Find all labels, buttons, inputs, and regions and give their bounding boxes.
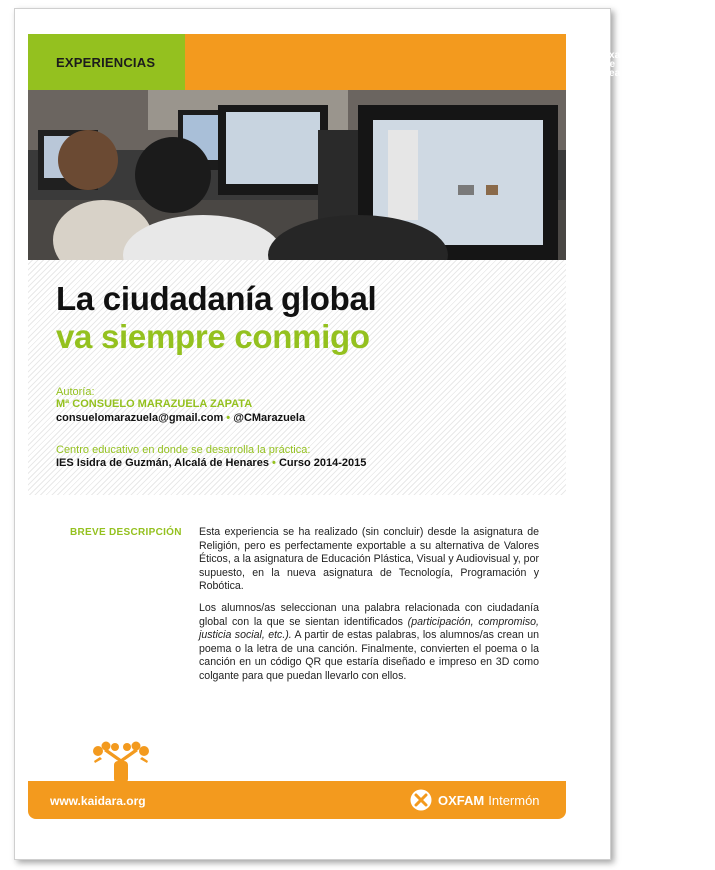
logo-word: xarxa (594, 50, 621, 61)
author-twitter[interactable]: @CMarazuela (233, 412, 306, 424)
course: Curso 2014-2015 (278, 457, 367, 469)
center-info (56, 457, 366, 469)
header-orange-block (185, 34, 685, 90)
logo-tagline-line: educadoras e educadores (625, 64, 682, 70)
author-contact (56, 412, 305, 424)
author-email[interactable]: consuelomarazuela@gmail.com (56, 412, 224, 424)
header-bar (28, 34, 685, 90)
description-italic: (participación, compromiso, justicia social, etc.). (199, 615, 539, 642)
kaidara-baobab-icon (90, 741, 152, 783)
logo-tagline-line: hezitzaileak herritar (625, 75, 668, 81)
description-text: Los alumnos/as seleccionan una palabra relacionada con ciudadanía global con la que se sientan identificados (199, 601, 539, 628)
center-label: Centro educativo en donde se desarrolla la práctica: (56, 444, 311, 456)
description-body (199, 526, 539, 692)
bullet-separator: • (226, 412, 231, 424)
center-name: IES Isidra de Guzmán, Alcalá de Henares (56, 457, 269, 469)
oxfam-intermon-logo (410, 789, 540, 811)
title-line-2: va siempre conmigo (56, 318, 370, 355)
section-label: EXPERIENCIAS (56, 55, 156, 70)
oxfam-icon (410, 789, 432, 811)
title-line-1: La ciudadanía global (56, 280, 377, 317)
bullet-separator: • (272, 457, 276, 469)
logo-tagline-line: globalerantz (625, 81, 653, 87)
footer-url-link[interactable]: www.kaidara.org (50, 794, 146, 808)
logo-tagline-line: educadoras y educadores (625, 42, 682, 47)
oxfam-wordmark: OXFAM (438, 792, 485, 808)
logo-tagline-line: para una ciudadanía global (625, 47, 685, 53)
header-green-block (28, 34, 185, 90)
description-paragraph-1: Esta experiencia se ha realizado (sin concluir) desde la asignatura de Religión, pero es perfectamente exportable a su alternativa de Valores Éticos, a la asignatura de Educación Plástica, Visual y Audiovisual y, por supuesto, en la nueva asignatura de Tecnología, Programación y Robótica. (199, 526, 539, 593)
author-label: Autoría: (56, 386, 95, 398)
logo-word: sarea (594, 68, 621, 79)
logo-tagline-line: per a una ciutadania global (625, 58, 685, 64)
logo-tagline-line: educadores i educadores (625, 53, 681, 59)
description-text: A partir de estas palabras, los alumnos/as crean un poema o la letra de una canción. Finalmente, convierten el poema o la canción en un código QR que estaría diseñado e impreso en 3D como colgante para que puedan llevarlo con ellos. (199, 629, 539, 682)
logo-tagline (625, 42, 715, 87)
footer-bar (28, 781, 566, 819)
logo-tagline-line: para unha cidadanía global (625, 69, 685, 75)
logo-word: red (594, 41, 610, 52)
description-paragraph-2 (199, 602, 539, 684)
logo-word: rede (594, 59, 616, 70)
red-xarxa-logo (594, 42, 620, 78)
intermon-wordmark: Intermón (488, 792, 540, 808)
description-label: BREVE DESCRIPCIÓN (70, 527, 182, 538)
classroom-photo (28, 90, 566, 260)
author-name: Mª CONSUELO MARAZUELA ZAPATA (56, 398, 253, 410)
